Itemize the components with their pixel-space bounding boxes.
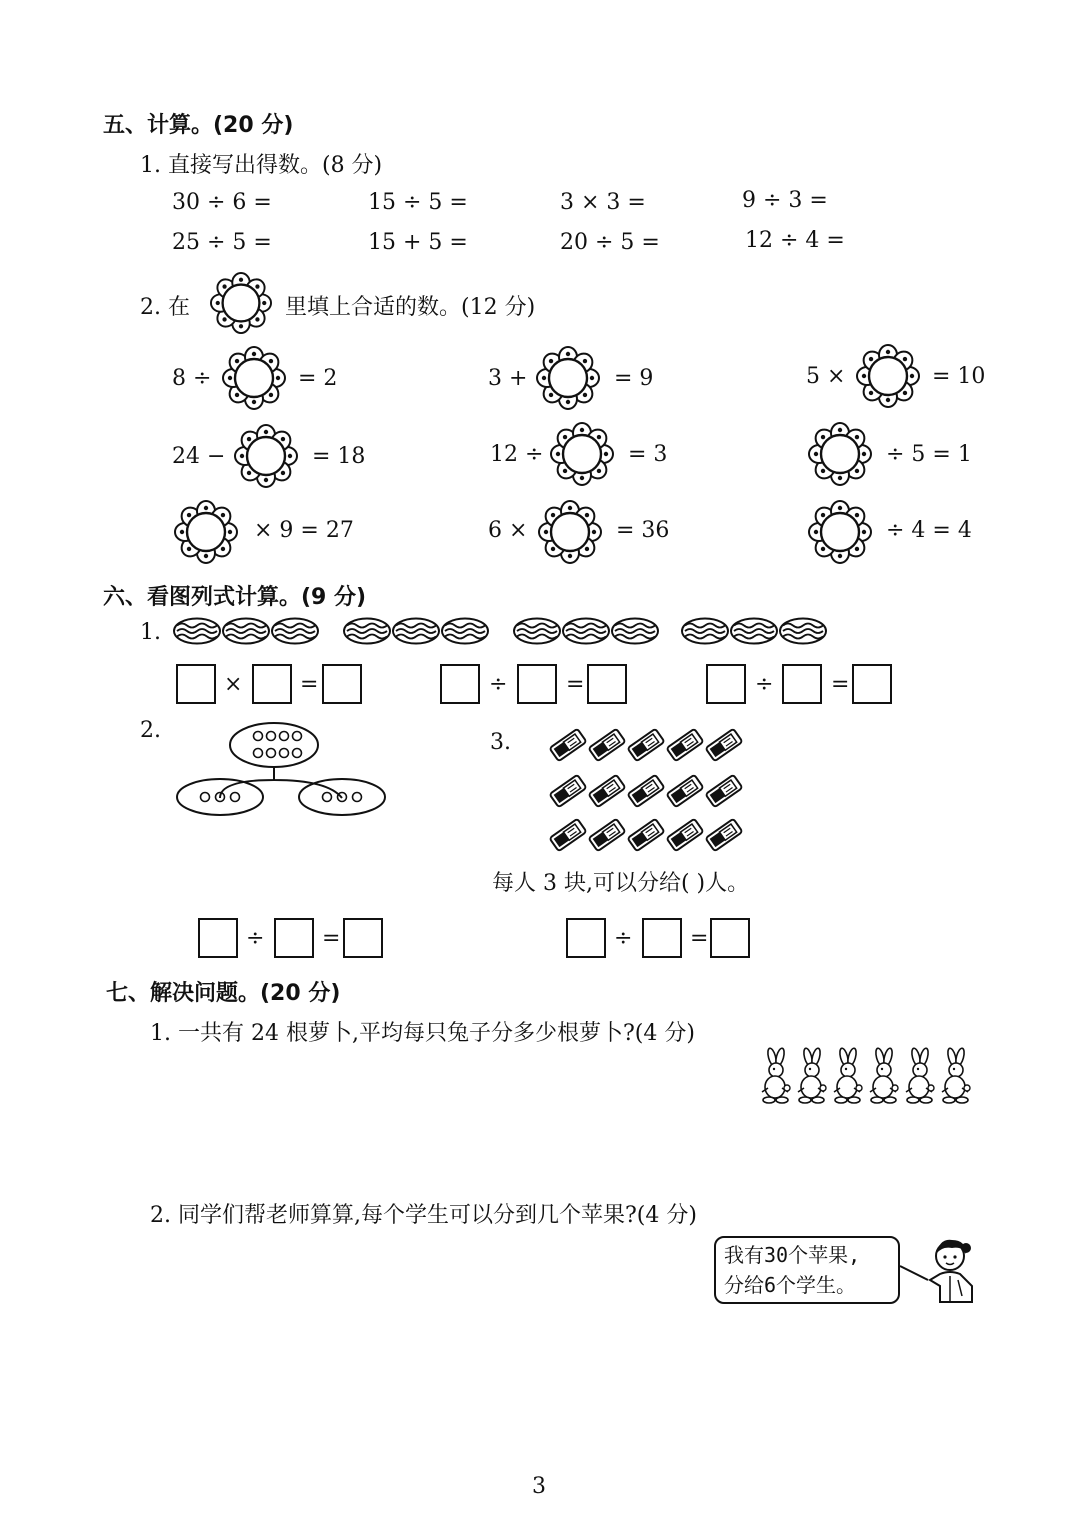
eraser-icon <box>626 818 666 852</box>
eraser-icon <box>704 818 744 852</box>
calc-3-times-3: 3 × 3 = <box>560 190 646 215</box>
q6-3-label: 3. <box>490 730 511 755</box>
watermelon-icon <box>221 616 271 646</box>
op-divide: ÷ <box>246 926 265 951</box>
eraser-icon <box>587 774 627 808</box>
fill-h-pre: 6 × <box>488 518 528 543</box>
calc-12-div-4: 12 ÷ 4 = <box>745 228 845 253</box>
watermelon-icon <box>680 616 730 646</box>
op-divide: ÷ <box>489 672 508 697</box>
calc-15-div-5: 15 ÷ 5 = <box>368 190 468 215</box>
eraser-icon <box>665 728 705 762</box>
q5-1-label: 1. 直接写出得数。(8 分) <box>140 153 383 178</box>
rabbit-icon <box>938 1048 974 1106</box>
calc-15-plus-5: 15 + 5 = <box>368 230 468 255</box>
op-equals: = <box>690 926 709 951</box>
answer-box[interactable] <box>176 664 216 704</box>
answer-box[interactable] <box>782 664 822 704</box>
eraser-icon <box>548 818 588 852</box>
dot-split-diagram <box>170 718 400 828</box>
watermelon-icon <box>512 616 562 646</box>
answer-box[interactable] <box>642 918 682 958</box>
q5-2-label-prefix: 2. 在 <box>140 295 190 320</box>
rabbit-icon <box>866 1048 902 1106</box>
fill-i-post: ÷ 4 = 4 <box>886 518 972 543</box>
eraser-icon <box>548 774 588 808</box>
eraser-icon <box>626 728 666 762</box>
watermelon-icon <box>440 616 490 646</box>
speech-bubble <box>714 1236 900 1304</box>
section-5-title: 五、计算。(20 分) <box>103 113 294 138</box>
answer-box[interactable] <box>322 664 362 704</box>
fill-a-post: = 2 <box>298 366 338 391</box>
eraser-icon <box>587 728 627 762</box>
watermelon-icon <box>391 616 441 646</box>
op-equals: = <box>300 672 319 697</box>
answer-box[interactable] <box>852 664 892 704</box>
watermelon-icon <box>342 616 392 646</box>
flower-blank-i[interactable] <box>808 500 872 564</box>
calc-20-div-5: 20 ÷ 5 = <box>560 230 660 255</box>
answer-box[interactable] <box>274 918 314 958</box>
watermelon-icon <box>778 616 828 646</box>
watermelon-icon <box>610 616 660 646</box>
eraser-icon <box>704 728 744 762</box>
op-divide: ÷ <box>614 926 633 951</box>
section-7-title: 七、解决问题。(20 分) <box>106 981 341 1006</box>
eraser-icon <box>626 774 666 808</box>
answer-box[interactable] <box>440 664 480 704</box>
watermelon-icon <box>270 616 320 646</box>
fill-a-pre: 8 ÷ <box>172 366 212 391</box>
fill-b-post: = 9 <box>614 366 654 391</box>
watermelon-icon <box>729 616 779 646</box>
bubble-line-2: 分给6个学生。 <box>724 1273 857 1297</box>
rabbit-icon <box>830 1048 866 1106</box>
eraser-icon <box>548 728 588 762</box>
q7-1-text: 1. 一共有 24 根萝卜,平均每只兔子分多少根萝卜?(4 分) <box>150 1021 695 1046</box>
flower-blank-a[interactable] <box>222 346 286 410</box>
answer-box[interactable] <box>198 918 238 958</box>
flower-icon <box>210 272 272 334</box>
q6-2-label: 2. <box>140 718 161 743</box>
flower-blank-d[interactable] <box>234 424 298 488</box>
flower-blank-g[interactable] <box>174 500 238 564</box>
answer-box[interactable] <box>587 664 627 704</box>
op-equals: = <box>566 672 585 697</box>
fill-e-post: = 3 <box>628 442 668 467</box>
calc-9-div-3: 9 ÷ 3 = <box>742 188 828 213</box>
q5-2-label-suffix: 里填上合适的数。(12 分) <box>285 295 536 320</box>
fill-c-post: = 10 <box>932 364 986 389</box>
rabbit-icon <box>794 1048 830 1106</box>
calc-30-div-6: 30 ÷ 6 = <box>172 190 272 215</box>
calc-25-div-5: 25 ÷ 5 = <box>172 230 272 255</box>
eraser-icon <box>704 774 744 808</box>
q7-2-text: 2. 同学们帮老师算算,每个学生可以分到几个苹果?(4 分) <box>150 1203 697 1228</box>
section-6-title: 六、看图列式计算。(9 分) <box>103 585 367 610</box>
rabbit-icon <box>902 1048 938 1106</box>
op-divide: ÷ <box>755 672 774 697</box>
answer-box[interactable] <box>706 664 746 704</box>
op-times: × <box>224 672 243 697</box>
watermelon-icon <box>172 616 222 646</box>
flower-blank-e[interactable] <box>550 422 614 486</box>
fill-h-post: = 36 <box>616 518 670 543</box>
flower-blank-h[interactable] <box>538 500 602 564</box>
fill-f-post: ÷ 5 = 1 <box>886 442 972 467</box>
fill-d-post: = 18 <box>312 444 366 469</box>
answer-box[interactable] <box>566 918 606 958</box>
fill-d-pre: 24 − <box>172 444 226 469</box>
eraser-icon <box>665 774 705 808</box>
answer-box[interactable] <box>710 918 750 958</box>
eraser-icon <box>587 818 627 852</box>
flower-blank-f[interactable] <box>808 422 872 486</box>
fill-b-pre: 3 + <box>488 366 528 391</box>
q6-1-label: 1. <box>140 620 161 645</box>
bubble-line-1: 我有30个苹果, <box>724 1243 861 1267</box>
fill-e-pre: 12 ÷ <box>490 442 544 467</box>
watermelon-icon <box>561 616 611 646</box>
op-equals: = <box>831 672 850 697</box>
rabbit-icon <box>758 1048 794 1106</box>
q6-3-text: 每人 3 块,可以分给( )人。 <box>492 871 750 896</box>
teacher-icon <box>900 1236 980 1306</box>
flower-blank-c[interactable] <box>856 344 920 408</box>
flower-blank-b[interactable] <box>536 346 600 410</box>
fill-g-post: × 9 = 27 <box>254 518 354 543</box>
answer-box[interactable] <box>343 918 383 958</box>
answer-box[interactable] <box>252 664 292 704</box>
answer-box[interactable] <box>517 664 557 704</box>
fill-c-pre: 5 × <box>806 364 846 389</box>
eraser-icon <box>665 818 705 852</box>
page-number: 3 <box>532 1474 546 1499</box>
op-equals: = <box>322 926 341 951</box>
